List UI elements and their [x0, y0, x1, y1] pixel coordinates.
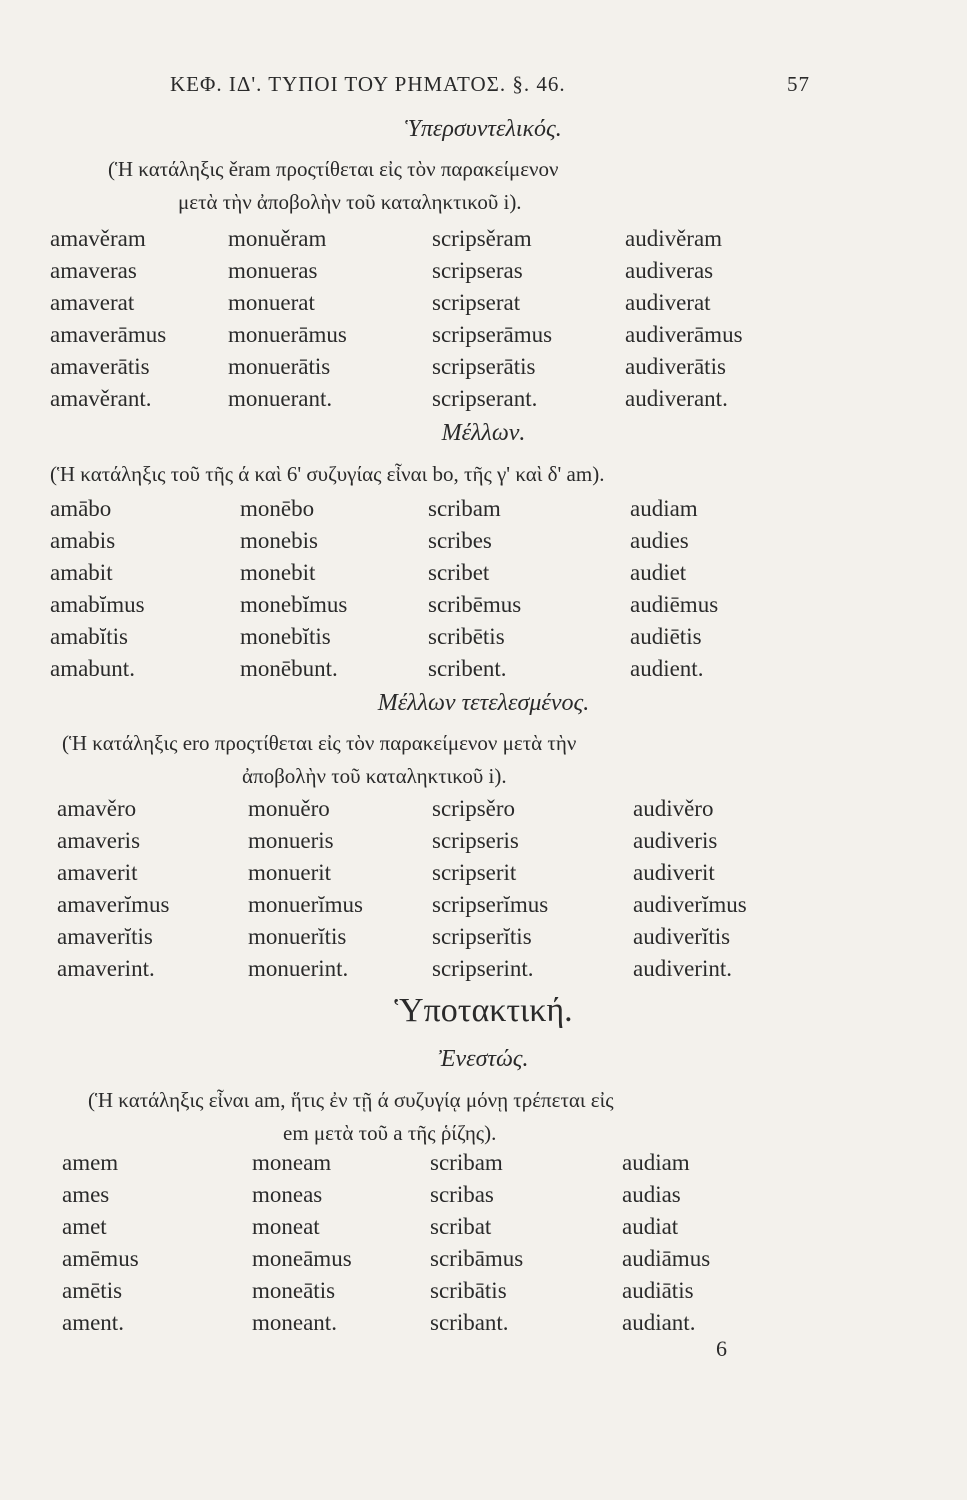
- table-cell: moneam: [252, 1150, 332, 1175]
- page-number: 57: [787, 72, 810, 96]
- table-row: [0, 828, 967, 860]
- table-cell: scripseras: [432, 258, 523, 283]
- table-cell: scribent.: [428, 656, 507, 681]
- table-cell: audiverātis: [625, 354, 726, 379]
- table-cell: audiverant.: [625, 386, 728, 411]
- table-cell: monuěro: [248, 796, 330, 821]
- table-cell: amabit: [50, 560, 113, 585]
- table-row: [0, 956, 967, 988]
- table-cell: audiant.: [622, 1310, 696, 1335]
- table-cell: audiverĭmus: [633, 892, 747, 917]
- table-cell: audiverit: [633, 860, 715, 885]
- section-heading-future: Μέλλων.: [441, 420, 526, 446]
- table-cell: amaverātis: [50, 354, 150, 379]
- table-cell: monueris: [248, 828, 334, 853]
- section-heading-pluperfect: Ὑπερσυντελικός.: [405, 116, 562, 142]
- table-cell: amet: [62, 1214, 107, 1239]
- table-cell: monuerātis: [228, 354, 331, 379]
- table-cell: monuerĭmus: [248, 892, 363, 917]
- note-line: (Ἡ κατάληξις τοῦ τῆς ά καὶ 6' συζυγίας εἶναι bo, τῆς γ' καὶ δ' am).: [50, 462, 605, 486]
- table-cell: amaverint.: [57, 956, 155, 981]
- table-cell: scripserātis: [432, 354, 536, 379]
- table-cell: scripserat: [432, 290, 521, 315]
- table-cell: amabĭtis: [50, 624, 128, 649]
- table-row: [0, 1150, 967, 1182]
- table-cell: scripseris: [432, 828, 519, 853]
- table-cell: scripserint.: [432, 956, 534, 981]
- note-line: (Ἡ κατάληξις εἶναι am, ἥτις ἐν τῇ ά συζυγίᾳ μόνῃ τρέπεται εἰς: [88, 1088, 614, 1112]
- table-row: [0, 560, 967, 592]
- table-cell: monuerint.: [248, 956, 349, 981]
- table-cell: audiāmus: [622, 1246, 711, 1271]
- table-row: [0, 1278, 967, 1310]
- table-cell: amaverāmus: [50, 322, 167, 347]
- table-cell: monēbo: [240, 496, 315, 521]
- table-cell: amavěram: [50, 226, 146, 251]
- table-row: [0, 624, 967, 656]
- note-line: (Ἡ κατάληξις ero προςτίθεται εἰς τὸν παρακείμενον μετὰ τὴν: [62, 731, 577, 755]
- section-note-future-perfect: [62, 727, 576, 793]
- table-cell: amaverat: [50, 290, 135, 315]
- note-line: μετὰ τὴν ἀποβολὴν τοῦ καταληκτικοῦ i).: [178, 190, 522, 214]
- table-cell: audiātis: [622, 1278, 694, 1303]
- table-cell: audiam: [630, 496, 698, 521]
- table-cell: audiverāmus: [625, 322, 743, 347]
- table-row: [0, 1214, 967, 1246]
- table-cell: audiēmus: [630, 592, 719, 617]
- table-cell: moneāmus: [252, 1246, 352, 1271]
- table-row: [0, 322, 967, 354]
- table-cell: amem: [62, 1150, 119, 1175]
- table-cell: monebis: [240, 528, 318, 553]
- table-row: [0, 258, 967, 290]
- table-cell: scribat: [430, 1214, 492, 1239]
- table-cell: monēbunt.: [240, 656, 338, 681]
- table-row: [0, 892, 967, 924]
- table-cell: amābo: [50, 496, 112, 521]
- table-cell: scripserĭtis: [432, 924, 532, 949]
- table-cell: scribātis: [430, 1278, 507, 1303]
- section-note-pluperfect: [108, 153, 559, 219]
- table-cell: amavěrant.: [50, 386, 152, 411]
- table-row: [0, 1310, 967, 1342]
- table-cell: scribet: [428, 560, 490, 585]
- table-row: [0, 226, 967, 258]
- table-cell: amabis: [50, 528, 116, 553]
- table-cell: amabunt.: [50, 656, 135, 681]
- table-cell: amavěro: [57, 796, 137, 821]
- signature-mark: 6: [716, 1336, 727, 1361]
- table-row: [0, 1246, 967, 1278]
- table-cell: audiverint.: [633, 956, 732, 981]
- table-cell: audiverĭtis: [633, 924, 731, 949]
- table-cell: monebĭmus: [240, 592, 348, 617]
- conjugation-table-present-subjunctive: [0, 1150, 967, 1342]
- table-cell: audiat: [622, 1214, 679, 1239]
- table-cell: amaverĭtis: [57, 924, 153, 949]
- table-cell: amētis: [62, 1278, 123, 1303]
- table-cell: amaverĭmus: [57, 892, 170, 917]
- table-cell: audivěram: [625, 226, 723, 251]
- table-cell: audiet: [630, 560, 687, 585]
- table-cell: audiveris: [633, 828, 718, 853]
- table-cell: audiētis: [630, 624, 702, 649]
- section-note-present: [88, 1084, 614, 1150]
- table-cell: monebit: [240, 560, 316, 585]
- table-row: [0, 924, 967, 956]
- table-row: [0, 386, 967, 418]
- table-cell: audient.: [630, 656, 704, 681]
- section-heading-present: Ἐνεστώς.: [438, 1046, 529, 1072]
- table-row: [0, 354, 967, 386]
- table-cell: audias: [622, 1182, 681, 1207]
- table-row: [0, 528, 967, 560]
- note-line: ἀποβολὴν τοῦ καταληκτικοῦ i).: [242, 764, 507, 788]
- conjugation-table-pluperfect: [0, 226, 967, 418]
- section-heading-future-perfect: Μέλλων τετελεσμένος.: [377, 690, 590, 716]
- section-note-future: [50, 458, 604, 491]
- table-cell: moneat: [252, 1214, 320, 1239]
- table-cell: audivěro: [633, 796, 714, 821]
- table-cell: scribētis: [428, 624, 505, 649]
- table-cell: scribes: [428, 528, 492, 553]
- table-cell: amaveras: [50, 258, 137, 283]
- table-cell: monebĭtis: [240, 624, 331, 649]
- table-cell: ames: [62, 1182, 110, 1207]
- table-cell: moneātis: [252, 1278, 336, 1303]
- table-cell: moneant.: [252, 1310, 337, 1335]
- running-title: ΚΕΦ. ΙΔ'. ΤΥΠΟΙ ΤΟΥ ΡΗΜΑΤΟΣ. §. 46.: [170, 72, 566, 96]
- table-row: [0, 1182, 967, 1214]
- table-cell: scripserant.: [432, 386, 538, 411]
- table-cell: moneas: [252, 1182, 323, 1207]
- table-row: [0, 592, 967, 624]
- table-cell: scribam: [430, 1150, 503, 1175]
- table-row: [0, 290, 967, 322]
- table-cell: scripsěro: [432, 796, 516, 821]
- table-cell: audiam: [622, 1150, 690, 1175]
- table-cell: amaveris: [57, 828, 141, 853]
- table-cell: audiveras: [625, 258, 714, 283]
- table-row: [0, 656, 967, 688]
- table-row: [0, 860, 967, 892]
- table-cell: monueras: [228, 258, 318, 283]
- table-row: [0, 796, 967, 828]
- table-cell: scribāmus: [430, 1246, 524, 1271]
- running-header: [170, 72, 810, 97]
- table-cell: ament.: [62, 1310, 124, 1335]
- table-cell: scripserāmus: [432, 322, 553, 347]
- table-cell: scribam: [428, 496, 501, 521]
- major-heading-subjunctive: Ὑποτακτική.: [394, 992, 573, 1029]
- table-cell: scribant.: [430, 1310, 509, 1335]
- table-cell: scripserit: [432, 860, 517, 885]
- table-cell: monuerāmus: [228, 322, 347, 347]
- table-cell: monuerant.: [228, 386, 333, 411]
- table-cell: monuěram: [228, 226, 327, 251]
- table-cell: scripserĭmus: [432, 892, 549, 917]
- table-cell: audiverat: [625, 290, 711, 315]
- table-cell: monuerĭtis: [248, 924, 347, 949]
- table-cell: monuerat: [228, 290, 315, 315]
- table-cell: scribēmus: [428, 592, 522, 617]
- table-cell: audies: [630, 528, 689, 553]
- table-cell: amēmus: [62, 1246, 139, 1271]
- table-cell: scripsěram: [432, 226, 532, 251]
- table-cell: amabĭmus: [50, 592, 145, 617]
- table-cell: scribas: [430, 1182, 494, 1207]
- table-cell: amaverit: [57, 860, 138, 885]
- note-line: (Ἡ κατάληξις ěram προςτίθεται εἰς τὸν παρακείμενον: [108, 157, 559, 181]
- table-cell: monuerit: [248, 860, 332, 885]
- table-row: [0, 496, 967, 528]
- note-line: em μετὰ τοῦ a τῆς ῥίζης).: [283, 1121, 497, 1145]
- conjugation-table-future-perfect: [0, 796, 967, 988]
- conjugation-table-future: [0, 496, 967, 688]
